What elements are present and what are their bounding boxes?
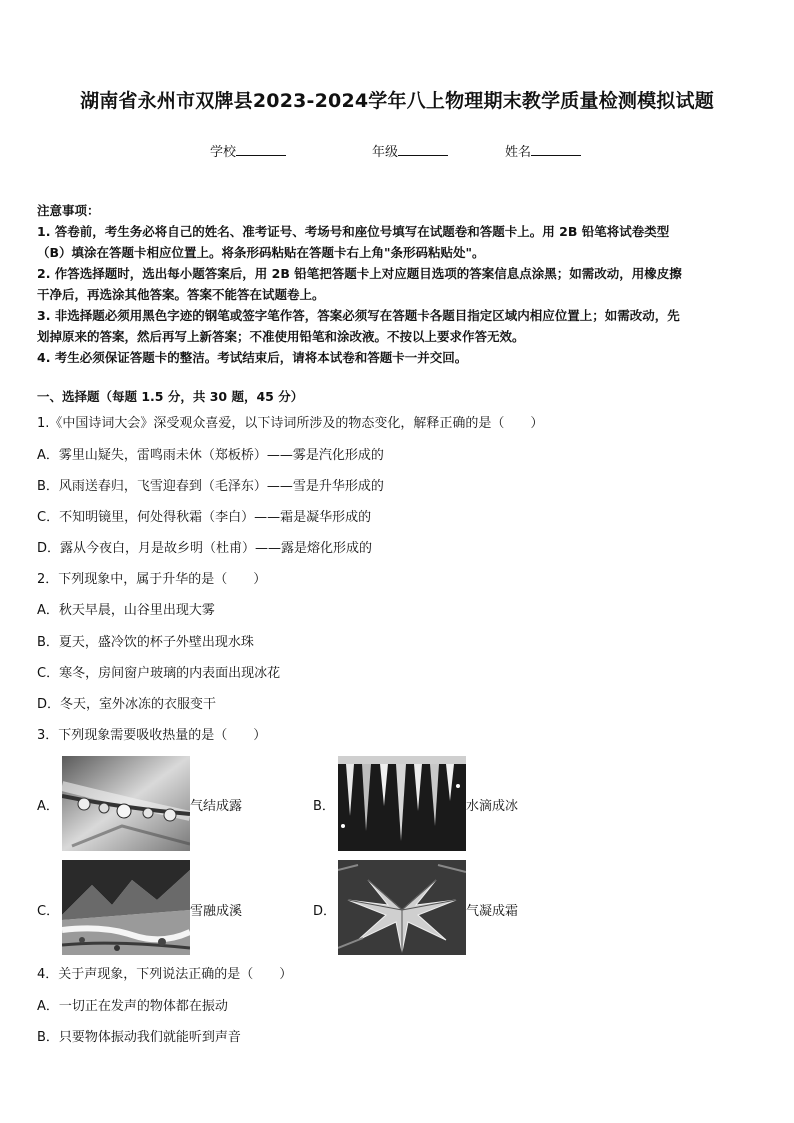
- exam-title: 湖南省永州市双牌县2023-2024学年八上物理期末教学质量检测模拟试题: [80, 90, 714, 112]
- question-3-option-a-caption: 气结成露: [190, 799, 243, 814]
- question-4-stem: 4．关于声现象，下列说法正确的是（ ）: [37, 967, 293, 982]
- notice-heading: 注意事项：: [37, 203, 100, 218]
- name-blank: [531, 143, 581, 156]
- question-1-stem: 1.《中国诗词大会》深受观众喜爱，以下诗词所涉及的物态变化，解释正确的是（ ）: [37, 416, 544, 431]
- question-4-option-a: A．一切正在发声的物体都在振动: [37, 999, 228, 1014]
- snowmelt-photo: [62, 860, 190, 955]
- frost-photo: [338, 860, 466, 955]
- section-heading: 一、选择题（每题 1.5 分，共 30 题，45 分）: [37, 389, 304, 404]
- icicles-photo: [338, 756, 466, 851]
- question-3-option-a-label: A．: [37, 799, 59, 814]
- question-1-option-c: C．不知明镜里，何处得秋霜（李白）——霜是凝华形成的: [37, 510, 372, 525]
- question-3-option-b-label: B．: [313, 799, 335, 814]
- notice-line: 1. 答卷前，考生务必将自己的姓名、准考证号、考场号和座位号填写在试题卷和答题卡上。用 2B 铅笔将试卷类型: [37, 224, 670, 239]
- question-3-option-c-caption: 雪融成溪: [190, 904, 243, 919]
- notice-line: 干净后，再选涂其他答案。答案不能答在试题卷上。: [37, 287, 325, 302]
- question-2-option-c: C．寒冬，房间窗户玻璃的内表面出现冰花: [37, 666, 281, 681]
- question-1-option-d: D．露从今夜白，月是故乡明（杜甫）——露是熔化形成的: [37, 541, 373, 556]
- question-3-option-b-caption: 水滴成冰: [466, 799, 519, 814]
- grade-field: [372, 141, 448, 160]
- school-blank: [236, 143, 286, 156]
- grade-blank: [398, 143, 448, 156]
- question-2-option-a: A．秋天早晨，山谷里出现大雾: [37, 603, 215, 618]
- question-4-option-b: B．只要物体振动我们就能听到声音: [37, 1030, 241, 1045]
- notice-line: （B）填涂在答题卡相应位置上。将条形码粘贴在答题卡右上角"条形码粘贴处"。: [37, 245, 485, 260]
- grade-label: 年级: [372, 145, 399, 160]
- question-3-stem: 3．下列现象需要吸收热量的是（ ）: [37, 728, 267, 743]
- question-2-stem: 2．下列现象中，属于升华的是（ ）: [37, 572, 267, 587]
- question-2-option-b: B．夏天，盛冷饮的杯子外壁出现水珠: [37, 635, 254, 650]
- name-field: [505, 141, 581, 160]
- notice-line: 2. 作答选择题时，选出每小题答案后，用 2B 铅笔把答题卡上对应题目选项的答案信息点涂黑；如需改动，用橡皮擦: [37, 266, 682, 281]
- question-3-option-d-caption: 气凝成霜: [466, 904, 519, 919]
- name-label: 姓名: [505, 145, 532, 160]
- notice-line: 3. 非选择题必须用黑色字迹的钢笔或签字笔作答，答案必须写在答题卡各题目指定区域内相应位置上；如需改动，先: [37, 308, 680, 323]
- question-3-option-d-label: D．: [313, 904, 337, 919]
- question-1-option-a: A．雾里山疑失，雷鸣雨未休（郑板桥）——雾是汽化形成的: [37, 448, 384, 463]
- school-label: 学校: [210, 145, 237, 160]
- notice-line: 4. 考生必须保证答题卡的整洁。考试结束后，请将本试卷和答题卡一并交回。: [37, 350, 468, 365]
- notice-line: 划掉原来的答案，然后再写上新答案；不准使用铅笔和涂改液。不按以上要求作答无效。: [37, 329, 525, 344]
- question-1-option-b: B．风雨送春归，飞雪迎春到（毛泽东）——雪是升华形成的: [37, 479, 384, 494]
- dew-photo: [62, 756, 190, 851]
- question-2-option-d: D．冬天，室外冰冻的衣服变干: [37, 697, 217, 712]
- question-3-option-c-label: C．: [37, 904, 60, 919]
- school-field: [210, 141, 286, 160]
